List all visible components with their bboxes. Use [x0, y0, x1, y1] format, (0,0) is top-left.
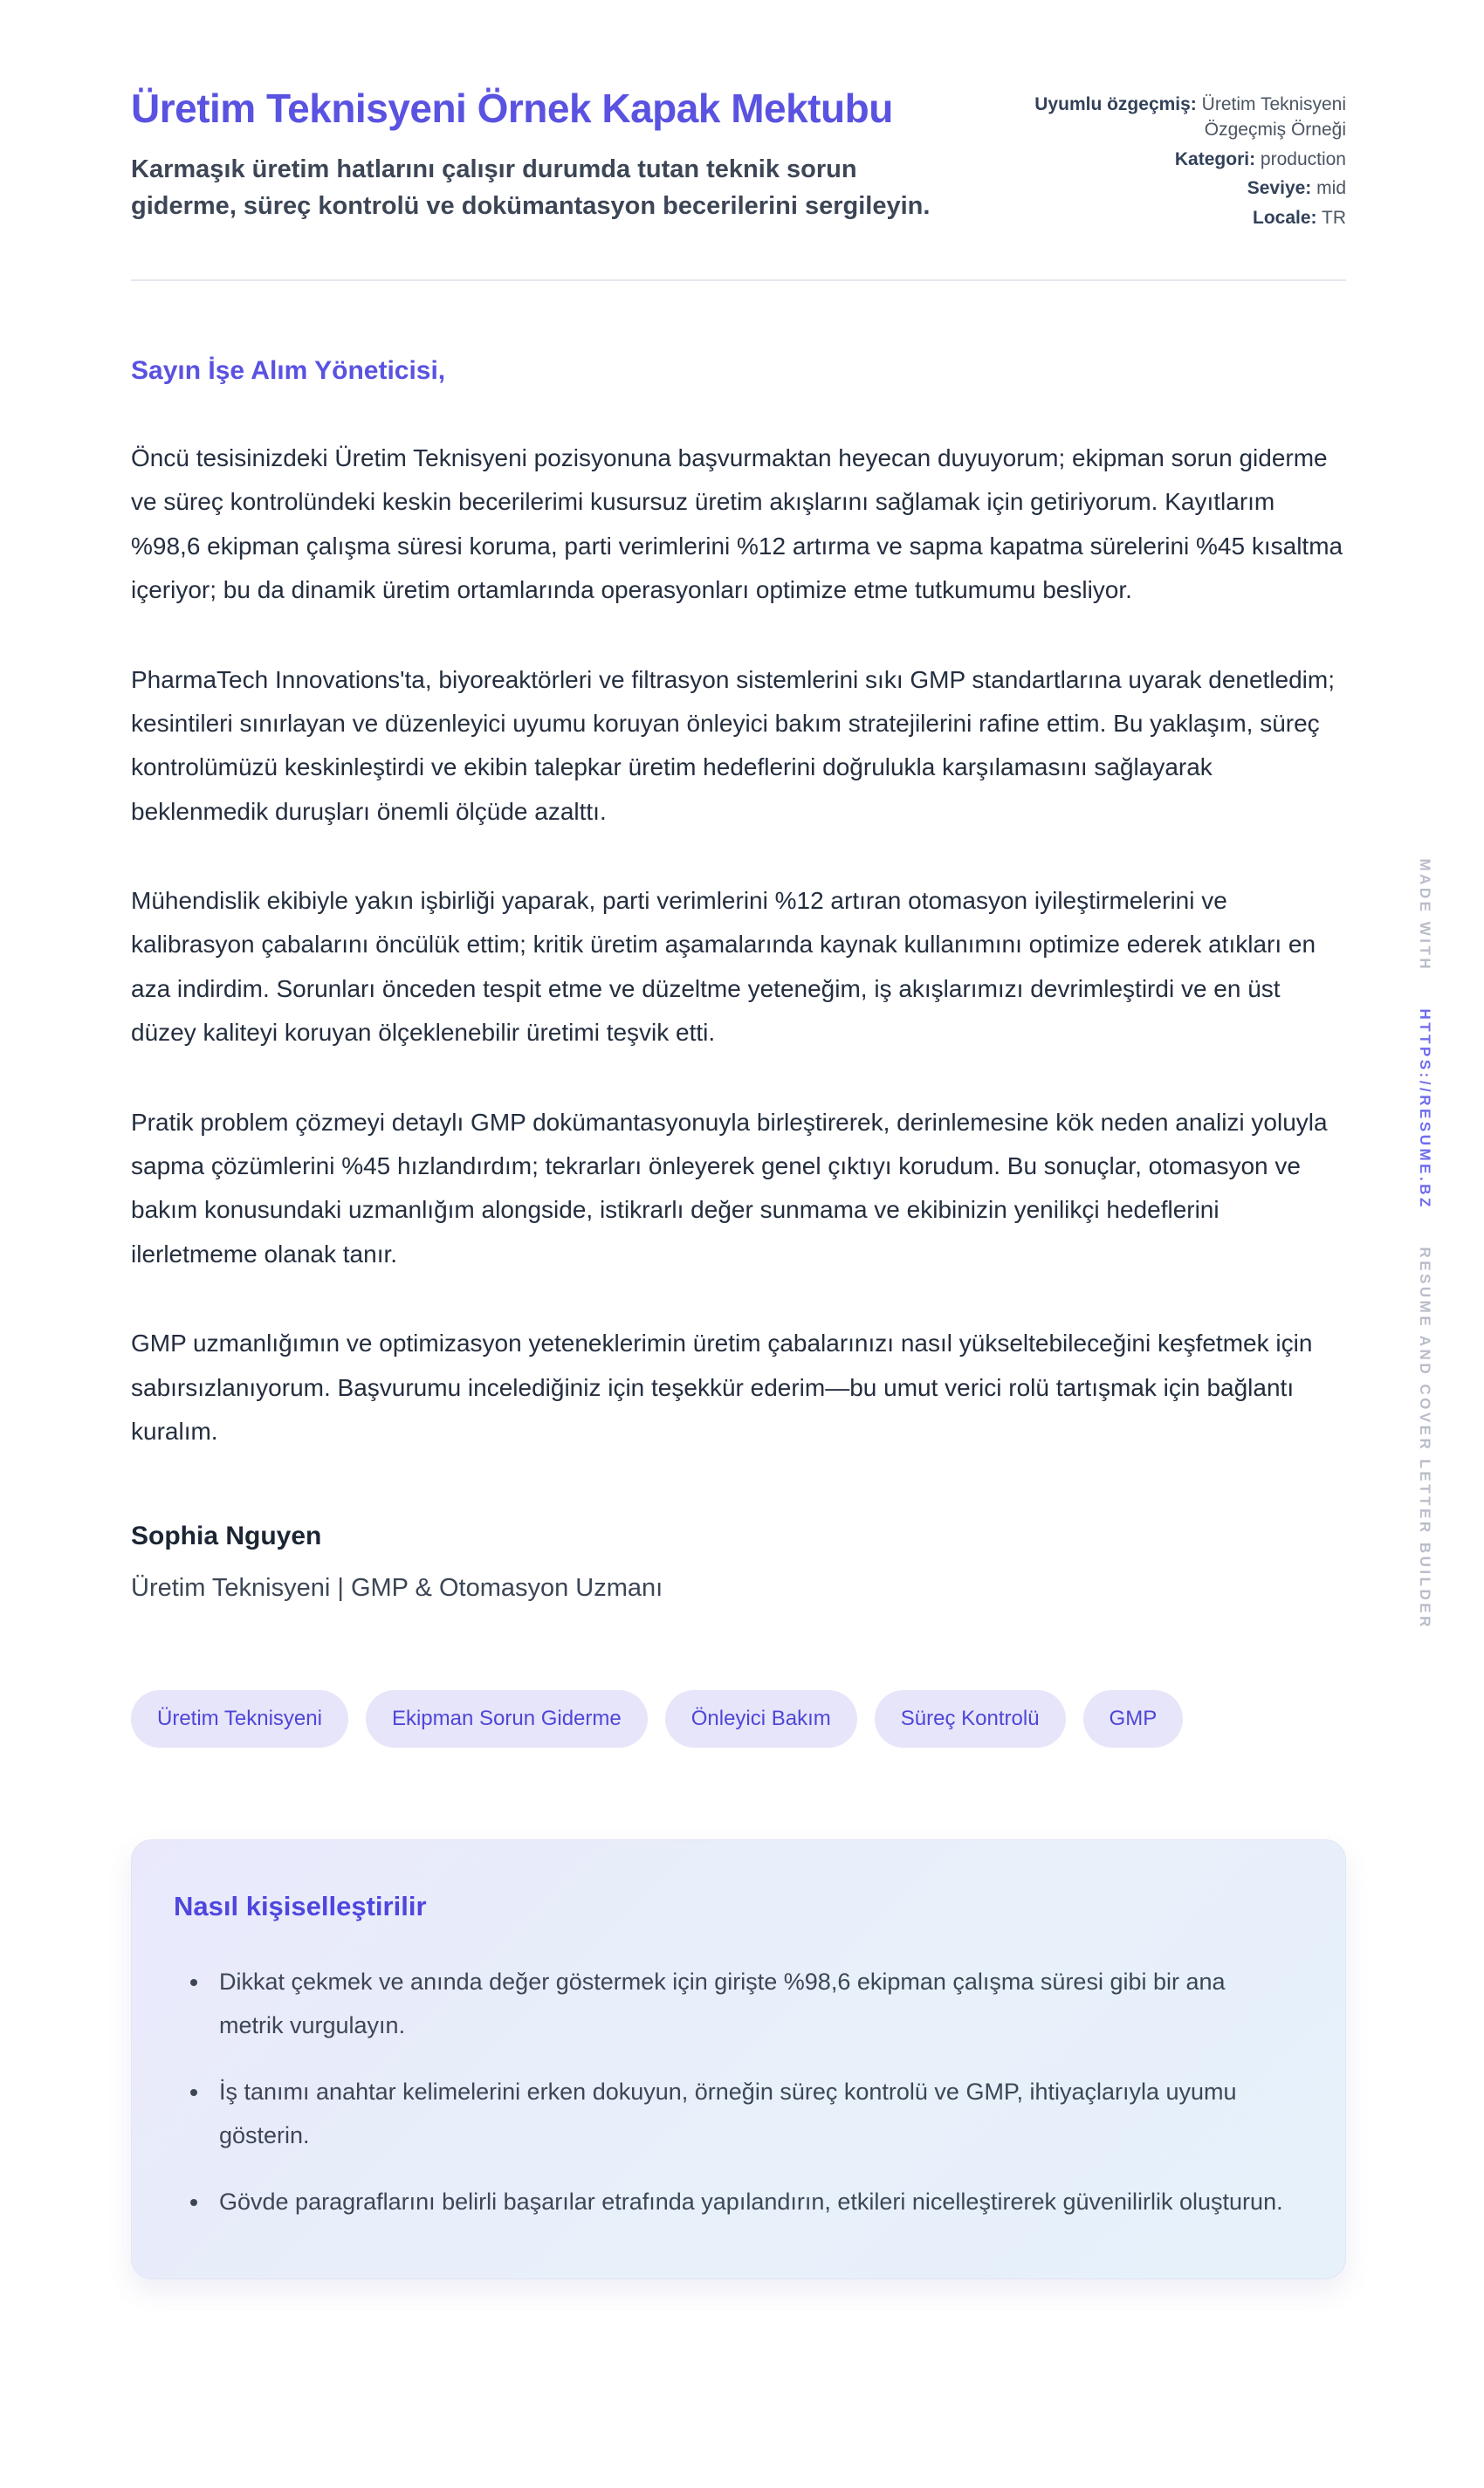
signature-block — [131, 1522, 1346, 1603]
page-content — [131, 83, 1346, 2279]
watermark-link[interactable]: HTTPS://RESUME.BZ — [1417, 1008, 1433, 1210]
tips-item: • İş tanımı anahtar kelimelerini erken dokuyun, örneğin süreç kontrolü ve GMP, ihtiyaçlarıyla uyumu gösterin. — [210, 2071, 1293, 2158]
letter-paragraph: GMP uzmanlığımın ve optimizasyon yeteneklerimin üretim çabalarınızı nasıl yükseltebileceğini keşfetmek için sabırsızlanıyorum. Başvurumu incelediğiniz için teşekkür ederim—bu umut verici rolü tartışmak için bağlantı kuralım. — [131, 1330, 1313, 1445]
meta-block — [1021, 83, 1346, 234]
meta-row-category — [1021, 147, 1346, 172]
meta-value: TR — [1322, 207, 1346, 228]
signature-title: Üretim Teknisyeni | GMP & Otomasyon Uzmanı — [131, 1574, 663, 1603]
letter-paragraph: Pratik problem çözmeyi detaylı GMP dokümantasyonuyla birleştirerek, derinlemesine kök neden analizi yoluyla sapma çözümlerini %45 hızlandırdım; tekrarları önleyerek genel çıktıyı korudum. Bu sonuçlar, otomasyon ve bakım konusundaki uzmanlığım alongside, istikrarlı değer sunmama ve ekibinizin yenilikçi hedeflerini ilerletmeme olanak tanır. — [131, 1108, 1328, 1268]
meta-value: production — [1260, 148, 1346, 169]
watermark-suffix: RESUME AND COVER LETTER BUILDER — [1417, 1247, 1433, 1630]
meta-label: Locale: — [1253, 207, 1317, 228]
watermark-prefix: MADE WITH — [1417, 858, 1433, 973]
page-subtitle: Karmaşık üretim hatlarını çalışır durumda tutan teknik sorun giderme, süreç kontrolü ve dokümantasyon becerilerini sergileyin. — [131, 155, 931, 221]
meta-label: Kategori: — [1174, 148, 1256, 169]
page-title: Üretim Teknisyeni Örnek Kapak Mektubu — [131, 86, 893, 131]
meta-value: mid — [1316, 178, 1346, 199]
tips-item: • Dikkat çekmek ve anında değer göstermek için girişte %98,6 ekipman çalışma süresi gibi bir ana metrik vurgulayın. — [210, 1961, 1293, 2048]
tips-list — [174, 1961, 1293, 2224]
watermark — [1416, 858, 1433, 1629]
letter-paragraph: Mühendislik ekibiyle yakın işbirliği yaparak, parti verimlerini %12 artıran otomasyon iyileştirmelerini ve kalibrasyon çabalarını öncülük ettim; kritik üretim aşamalarında kaynak kullanımını optimize ederek atıkları en aza indirdim. Sorunları önceden tespit etme ve düzeltme yeteneğim, iş akışlarımızı devrimleştirdi ve en üst düzey kaliteyi koruyan ölçeklenebilir üretimi teşvik etti. — [131, 887, 1316, 1047]
tips-title: Nasıl kişiselleştirilir — [174, 1891, 427, 1922]
header-divider — [131, 279, 1346, 281]
tips-card — [131, 1839, 1346, 2279]
meta-row-matching-resume — [1021, 92, 1346, 143]
meta-row-locale — [1021, 205, 1346, 230]
page-header — [131, 83, 1346, 234]
tag-pill-surec-kontrolu[interactable]: Süreç Kontrolü — [875, 1690, 1066, 1748]
letter-paragraph: PharmaTech Innovations'ta, biyoreaktörleri ve filtrasyon sistemlerini sıkı GMP standartlarına uyarak denetledim; kesintileri sınırlayan ve düzenleyici uyumu koruyan önleyici bakım stratejilerini rafine ettim. Bu yaklaşım, süreç kontrolümüzü keskinleştirdi ve ekibin talepkar üretim hedeflerini doğrulukla karşılamasını sağlayarak beklenmedik duruşları önemli ölçüde azalttı. — [131, 665, 1335, 825]
tag-pill-ekipman-sorun-giderme[interactable]: Ekipman Sorun Giderme — [366, 1690, 648, 1748]
letter-paragraph: Öncü tesisinizdeki Üretim Teknisyeni pozisyonuna başvurmaktan heyecan duyuyorum; ekipman sorun giderme ve süreç kontrolündeki keskin becerilerimi kusursuz üretim akışlarını sağlamak için getiriyorum. Kayıtlarım %98,6 ekipman çalışma süresi koruma, parti verimlerini %12 artırma ve sapma kapatma sürelerini %45 kısaltma içeriyor; bu da dinamik üretim ortamlarında operasyonları optimize etme tutkumumu besliyor. — [131, 443, 1343, 604]
header-title-block — [131, 83, 934, 225]
signature-name: Sophia Nguyen — [131, 1522, 322, 1551]
meta-label: Seviye: — [1247, 178, 1312, 199]
tag-pill-gmp[interactable]: GMP — [1083, 1690, 1184, 1748]
letter-greeting: Sayın İşe Alım Yöneticisi, — [131, 355, 446, 385]
tips-item: • Gövde paragraflarını belirli başarılar etrafında yapılandırın, etkileri nicelleştirerek güvenilirlik oluşturun. — [210, 2181, 1293, 2224]
letter-body — [131, 356, 1346, 1603]
tag-pill-uretim-teknisyeni[interactable]: Üretim Teknisyeni — [131, 1690, 348, 1748]
meta-value: Üretim Teknisyeni Özgeçmiş Örneği — [1201, 94, 1346, 141]
meta-label: Uyumlu özgeçmiş: — [1034, 94, 1197, 114]
tag-pill-onleyici-bakim[interactable]: Önleyici Bakım — [665, 1690, 857, 1748]
tag-list — [131, 1690, 1346, 1748]
meta-row-level — [1021, 175, 1346, 201]
